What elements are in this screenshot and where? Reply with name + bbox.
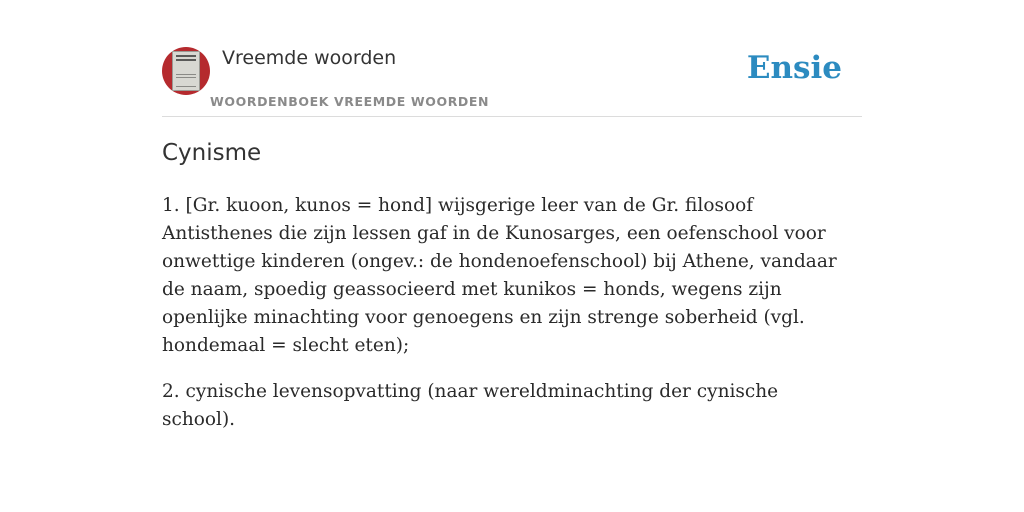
- definition-item: 1. [Gr. kuoon, kunos = hond] wijsgerige leer van de Gr. filosoof Antisthenes die zijn lessen gaf in de Kunosarges, een oefenschool voor onwettige kinderen (ongev.: de hondenoefenschool) bij Athene, vandaar de naam, spoedig geassocieerd met kunikos = honds, wegens zijn openlijke minachting voor genoegens en zijn strenge soberheid (vgl. hondemaal = slecht eten);: [162, 195, 837, 356]
- source-avatar[interactable]: [162, 47, 210, 95]
- definition-item: 2. cynische levensopvatting (naar wereldminachting der cynische school).: [162, 381, 779, 430]
- brand-logo[interactable]: Ensie: [746, 50, 842, 86]
- source-subtitle: WOORDENBOEK VREEMDE WOORDEN: [210, 94, 490, 109]
- source-title[interactable]: Vreemde woorden: [222, 47, 397, 69]
- book-cover-icon: [172, 51, 200, 91]
- source-header: [162, 44, 862, 117]
- entry-term: Cynisme: [162, 140, 262, 166]
- definitions-list: [162, 192, 852, 452]
